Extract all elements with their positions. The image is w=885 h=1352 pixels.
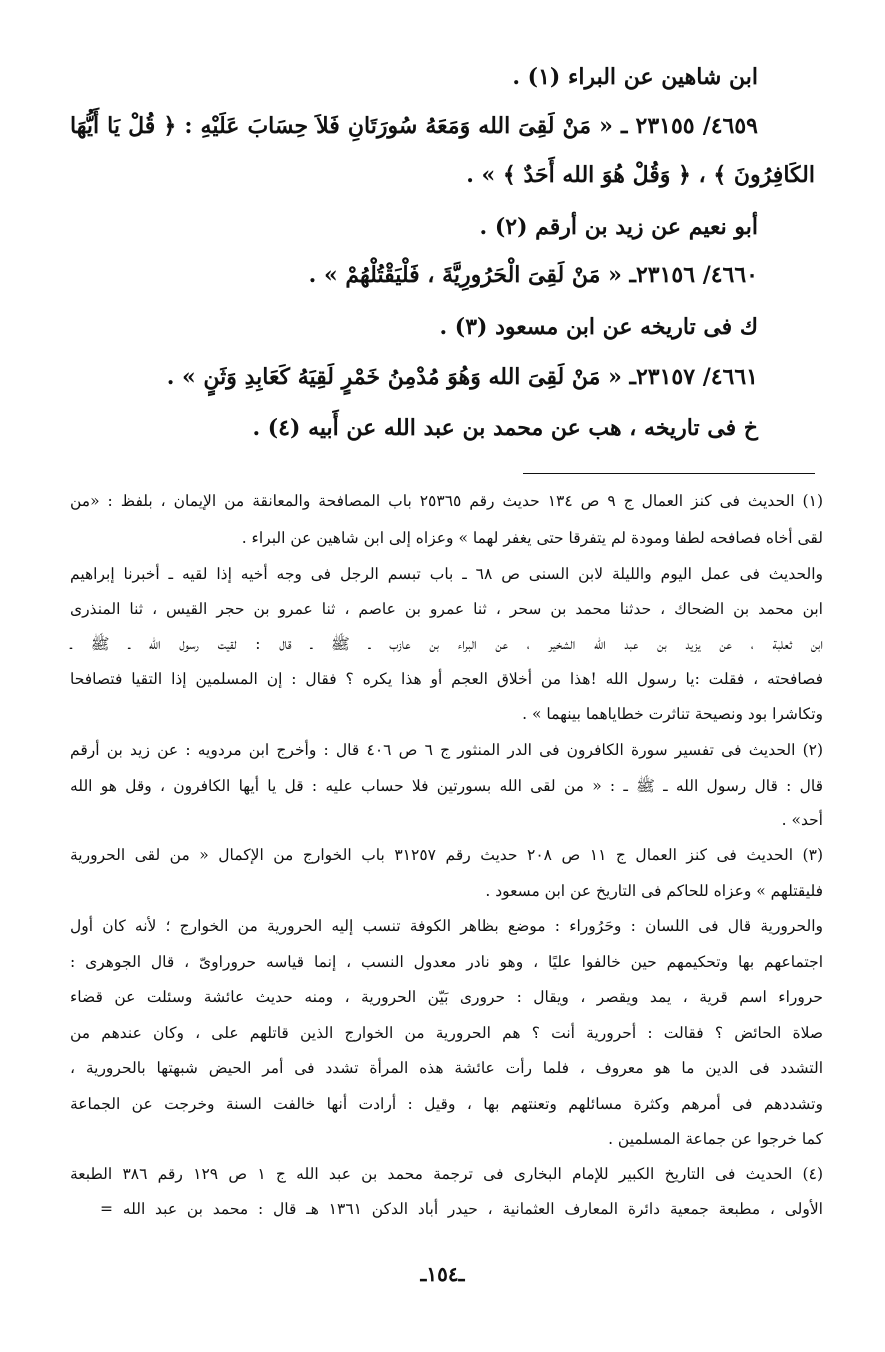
footnote-1-line-1: (١) الحديث فى كنز العمال ج ٩ ص ١٣٤ حديث رقم ٢٥٣٦٥ باب المصافحة والمعانقة من الإيمان ، بلفظ : «من (70, 492, 823, 510)
hadith-4661: ٤٦٦١/ ٢٣١٥٧ـ « مَنْ لَقِىَ الله وَهُوَ مُدْمِنُ خَمْرٍ لَقِيَهُ كَعَابِدِ وَثَنٍ » . (166, 364, 758, 390)
footnote-separator (523, 473, 815, 474)
footnote-1-line-6: فصافحته ، فقلت :يا رسول الله !هذا من أخلاق العجم أو هذا يكره ؟ فقال : إن المسلمين إذا التقيا فتصافحا (70, 670, 823, 688)
footnote-1-line-2: لقى أخاه فصافحه لطفا ومودة لم يتفرقا حتى يغفر لهما » وعزاه إلى ابن شاهين عن البراء . (241, 529, 823, 547)
source-line-2: أبو نعيم عن زيد بن أرقم (٢) . (479, 214, 758, 240)
source-line-1: ابن شاهين عن البراء (١) . (512, 64, 758, 90)
footnote-3-line-2: فليقتلهم » وعزاه للحاكم فى التاريخ عن ابن مسعود . (485, 882, 823, 900)
footnote-3-line-7: التشدد فى الدين ما هو معروف ، فلما رأت عائشة هذه المرأة تشدد فى أمر الحيض شبهتها بالحرورية ، (70, 1059, 823, 1077)
footnote-1-line-7: وتكاشرا بود ونصيحة تناثرت خطاياهما بينهما » . (522, 705, 823, 723)
source-line-3: ك فى تاريخه عن ابن مسعود (٣) . (439, 314, 758, 340)
source-line-4: خ فى تاريخه ، هب عن محمد بن عبد الله عن أَبيه (٤) . (252, 415, 758, 441)
footnote-1-line-4: ابن محمد بن الضحاك ، حدثنا محمد بن سحر ، ثنا عمرو بن عاصم ، ثنا عمرو بن حجر القيس ، ثنا المنذرى (70, 600, 823, 618)
footnote-2-line-2: قال : قال رسول الله ـ ﷺ ـ : « من لقى الله بسورتين فلا حساب عليه : قل يا أيها الكافرون ، وقل هو الله (70, 777, 823, 795)
hadith-4660: ٤٦٦٠/ ٢٣١٥٦ـ « مَنْ لَقِىَ الْحَرُورِيَّةَ ، فَلْيَقْتُلْهُمْ » . (308, 262, 758, 288)
footnote-4-line-1: (٤) الحديث فى التاريخ الكبير للإمام البخارى فى ترجمة محمد بن عبد الله ج ١ ص ١٢٩ رقم ٣٨٦ الطبعة (70, 1165, 823, 1183)
page-number: ـ١٥٤ـ (420, 1262, 465, 1286)
footnote-3-line-4: اجتماعهم بها وتحكيمهم حين خالفوا عليًا ، وهو نادر معدول النسب ، إنما قياسه حروراوىّ ، قال الجوهرى : (70, 953, 823, 971)
footnote-3-line-1: (٣) الحديث فى كنز العمال ج ١١ ص ٢٠٨ حديث رقم ٣١٢٥٧ باب الخوارج من الإكمال « من لقى الحرورية (70, 846, 823, 864)
hadith-4659-line-1: ٤٦٥٩/ ٢٣١٥٥ ـ « مَنْ لَقِىَ الله وَمَعَهُ سُورَتَانِ فَلاَ حِسَابَ عَلَيْهِ : ﴿ قُلْ يَا أَيُّهَا (70, 113, 758, 139)
footnote-2-line-3: أحد» . (781, 811, 823, 829)
footnote-3-line-3: والحرورية قال فى اللسان : وحَرُوراء : موضع بظاهر الكوفة تنسب إليه الحرورية من الخوارج ؛ لأنه كان أول (70, 917, 823, 935)
footnote-3-line-5: حروراء اسم قرية ، يمد ويقصر ، ويقال : حرورى بَيّن الحرورية ، ومنه حديث عائشة وسئلت عن قضاء (70, 988, 823, 1006)
footnote-3-line-8: وتشددهم فى أمرهم وكثرة مسائلهم وتعنتهم بها ، وقيل : أرادت أنها خالفت السنة وخرجت عن الجماعة (70, 1095, 823, 1113)
footnote-1-line-3: والحديث فى عمل اليوم والليلة لابن السنى ص ٦٨ ـ باب تبسم الرجل فى وجه أخيه إذا لقيه ـ أخبرنا إبراهيم (70, 565, 823, 583)
footnote-3-line-6: صلاة الحائض ؟ فقالت : أحرورية أنت ؟ هم الحرورية من الخوارج الذين قاتلهم على ، وكان عندهم من (70, 1024, 823, 1042)
footnote-4-line-2: الأولى ، مطبعة جمعية دائرة المعارف العثمانية ، حيدر أباد الدكن ١٣٦١ هـ قال : محمد بن عبد الله = (100, 1200, 823, 1218)
footnote-1-line-5: ابن ثعلبة ، عن يزيد بن عبد الله الشخير ، عن البراء بن عازب ـ ﷺ ـ قال : لقيت رسول الله ـ ﷺ ـ (70, 635, 823, 653)
hadith-4659-line-2: الكَافِرُونَ ﴾ ، ﴿ وَقُلْ هُوَ الله أَحَدٌ ﴾ » . (466, 162, 815, 188)
footnote-2-line-1: (٢) الحديث فى تفسير سورة الكافرون فى الدر المنثور ج ٦ ص ٤٠٦ قال : وأخرج ابن مردويه : عن زيد بن أرقم (70, 741, 824, 759)
footnote-3-line-9: كما خرجوا عن جماعة المسلمين . (608, 1130, 823, 1148)
